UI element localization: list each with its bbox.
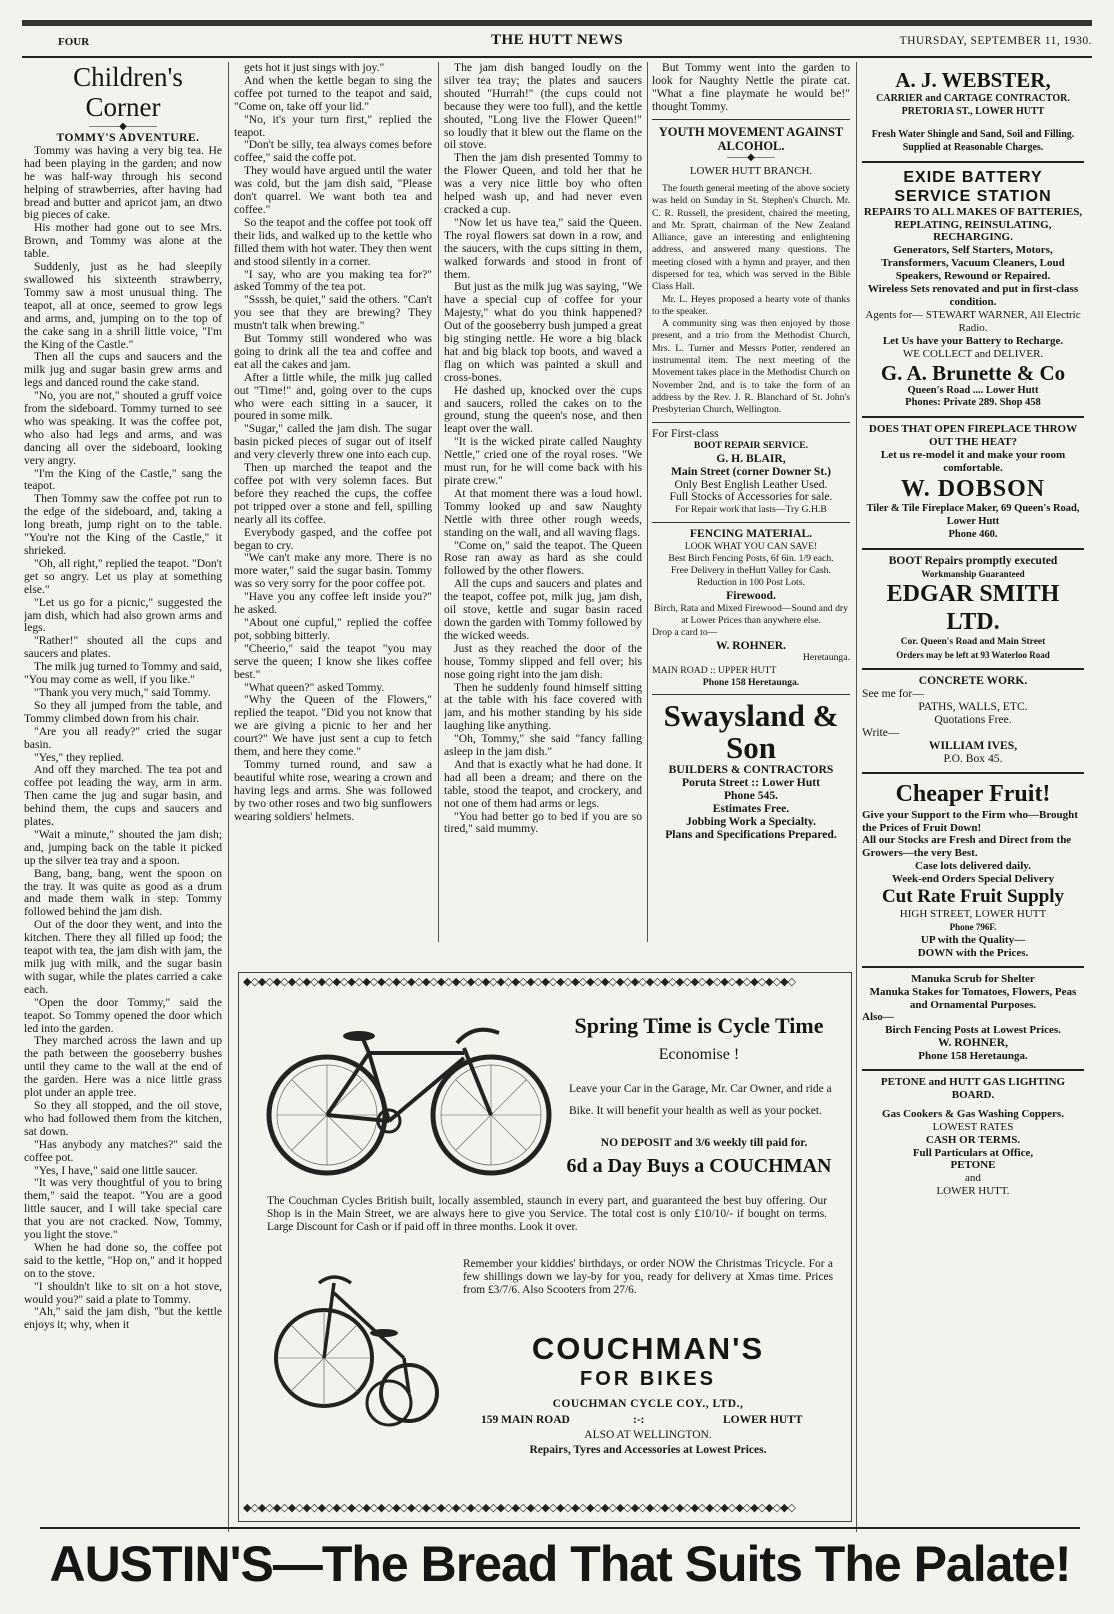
fence-line: Phone 158 Heretaunga. — [702, 677, 800, 689]
story-paragraph: "Wait a minute," shouted the jam dish; and, jumping back on the table it picked up the silver tea tray and a spoon. — [24, 827, 222, 867]
story-paragraph: gets hot it just sings with joy." — [244, 62, 385, 74]
austins-bread-banner: AUSTIN'S—The Bread That Suits The Palate! — [40, 1527, 1080, 1599]
story-body — [24, 145, 222, 1332]
ornament-divider: ——◆—— — [727, 151, 775, 163]
cutrate-line: Phone 796F. — [949, 921, 997, 932]
column-rule — [228, 62, 229, 1532]
column-rule — [856, 62, 857, 1532]
tricycle-illustration — [269, 1263, 449, 1433]
couchman-advertisement — [238, 972, 852, 1522]
divider — [652, 119, 850, 120]
story-paragraph: "Yes," they replied. — [34, 750, 125, 764]
fruit-line: Give your Support to the Firm who—Brought the Prices of Fruit Down! — [862, 808, 1078, 834]
story-paragraph: "What queen?" asked Tommy. — [244, 680, 385, 694]
story-paragraph: Then Tommy saw the coffee pot run to the edge of the sideboard, and, taking a long breath, jump right on to the table. "You're not the King of the Castle," it shrieked. — [24, 492, 222, 557]
exide-line: Let Us have your Battery to Recharge. — [882, 334, 1064, 347]
story-paragraph: Out of the door they went, and into the kitchen. There they all filled up food; the teapot with tea, the jam dish with jam, the milk jug with milk, and the sugar basin with sugar, while the plates carried a cake each. — [24, 918, 222, 996]
story-paragraph: "No, it's your turn first," replied the teapot. — [234, 112, 432, 139]
brunette-line: Phones: Private 289. Shop 458 — [905, 397, 1041, 409]
fence-line: Reduction in 100 Post Lots. — [697, 577, 805, 589]
story-paragraph: Then all the cups and saucers and the milk jug and sugar basin grew arms and legs and danced round the cake stand. — [24, 350, 222, 390]
story-paragraph: The jam dish banged loudly on the silver tea tray; the plates and saucers shouted "Hurrah!" (the cups could not because they were too full), and the kettle shouted, "Long live the Flower Queen!" so loudly that it blew out the flame on the oil stove. — [444, 62, 642, 152]
story-paragraph: "Open the door Tommy," said the teapot. So Tommy opened the door which led into the garden. — [24, 995, 222, 1035]
story-paragraph: And off they marched. The tea pot and coffee pot leading the way, arm in arm. Then came the jug and sugar basin, and behind them, the cups and saucers and plates. — [24, 763, 222, 829]
story-paragraph: "Come on," said the teapot. The Queen Rose ran away as hard as she could followed by the other flowers. — [444, 538, 642, 578]
fruit-line: All our Stocks are Fresh and Direct from the Growers—the very Best. — [862, 834, 1072, 860]
boot-line: For Repair work that lasts—Try G.H.B — [675, 504, 827, 516]
edgar-line: Cor. Queen's Road and Main Street — [900, 637, 1046, 648]
story-paragraph: Then up marched the teapot and the coffee pot with very solemn faces. But before they reached the cups, the coffee pot tripped over a stone and fell, spilling nearly all its coffee. — [234, 461, 432, 526]
story-paragraph: "It was very thoughtful of you to bring them," said the teapot. "You are a good little saucer, and I will take special care that you are not cracked. Now, Tommy, you light the stove." — [24, 1176, 222, 1242]
cutrate-line: HIGH STREET, LOWER HUTT — [899, 908, 1047, 921]
story-column-2 — [234, 62, 432, 940]
gas-line: Full Particulars at Office, — [912, 1146, 1034, 1159]
gas-line: LOWEST RATES — [932, 1120, 1014, 1133]
story-title: TOMMY'S ADVENTURE. — [56, 132, 200, 144]
fruit-ad — [862, 774, 1084, 968]
story-paragraph: "About one cupful," replied the coffee pot, sobbing bitterly. — [234, 615, 432, 642]
story-paragraph: "I say, who are you making tea for?" asked Tommy of the tea pot. — [234, 267, 432, 294]
fence-line: Heretaunga. — [802, 652, 850, 664]
story-paragraph: Bang, bang, bang, went the spoon on the tray. It was quite as good as a drum and made them walk in step. Tommy followed behind the jam dish. — [24, 866, 222, 919]
also-wellington: ALSO AT WELLINGTON. — [584, 1429, 712, 1441]
story-paragraph: So they all stopped, and the oil stove, who had followed them from the kitchen, sat down. — [24, 1098, 222, 1138]
dobson-line: Phone 460. — [948, 528, 998, 540]
swaysland-line: Estimates Free. — [712, 802, 790, 816]
exide-line: Agents for— STEWART WARNER, All Electric Radio. — [865, 308, 1081, 334]
story-paragraph: "Has anybody any matches?" said the coffee pot. — [24, 1137, 222, 1164]
story-paragraph: "Ssssh, be quiet," said the others. "Can't you see that they are brewing? They mustn't talk when brewing." — [234, 293, 432, 333]
paper-title: THE HUTT NEWS — [490, 32, 624, 48]
story-paragraph: They would have argued until the water was cold, but the jam dish said, "Please don't quarrel. We want both tea and coffee." — [234, 164, 432, 216]
fence-title: FENCING MATERIAL. — [689, 526, 813, 540]
boot-line: Only Best English Leather Used. — [674, 477, 828, 491]
masthead — [22, 30, 1092, 58]
story-paragraph: Just as they reached the door of the house, Tommy slipped and fell over; his nose going right into the jam dish. — [444, 641, 642, 681]
story-paragraph: And that is exactly what he had done. It had all been a dream; and there on the table, stood the teapot, and crockery, and not one of them had arms or legs. — [444, 757, 642, 810]
column-rule — [438, 62, 439, 942]
fence-line: MAIN ROAD :: UPPER HUTT — [652, 664, 777, 676]
six-pence-headline: 6d a Day Buys a COUCHMAN — [566, 1155, 832, 1177]
page-label: FOUR — [58, 36, 90, 48]
story-paragraph: Then he suddenly found himself sitting at the table with his face covered with jam, and his mother standing by his side laughing like anything. — [444, 680, 642, 733]
dobson-line: Let us re-model it and make your room comfortable. — [880, 449, 1066, 475]
exide-line: Generators, Self Starters, Motors, Transformers, Vacuum Cleaners, Loud Speakers, Rewound or Repaired. — [881, 244, 1065, 283]
ornament-border-bottom: ◆◇◆◇◆◇◆◇◆◇◆◇◆◇◆◇◆◇◆◇◆◇◆◇◆◇◆◇◆◇◆◇◆◇◆◇◆◇◆◇◆◇◆◇◆◇◆◇◆◇◆◇◆◇◆◇◆◇◆◇◆◇◆◇◆◇◆◇◆◇◆◇◆◇ — [243, 1503, 796, 1514]
story-paragraph: "We can't make any more. There is no more water," said the sugar basin. Tommy was so very sorry for the poor coffee pot. — [234, 551, 432, 591]
story-paragraph: "Cheerio," said the teapot "you may serve the queen; I know she likes coffee best." — [234, 641, 432, 681]
manuka-line: Manuka Scrub for Shelter — [911, 972, 1035, 985]
boot-address: Main Street (corner Downer St.) — [670, 464, 832, 478]
address-separator: :-: — [633, 1414, 645, 1426]
webster-line: PRETORIA ST., LOWER HUTT — [901, 105, 1045, 117]
manuka-line: Also— — [862, 1011, 894, 1024]
story-paragraph: So they all jumped from the table, and Tommy climbed down from his chair. — [24, 698, 222, 725]
divider — [652, 694, 850, 695]
edgar-line: Workmanship Guaranteed — [921, 568, 1025, 579]
concrete-line: PATHS, WALLS, ETC. — [918, 700, 1028, 714]
cutrate-line: DOWN with the Prices. — [917, 946, 1029, 959]
childrens-corner-column — [24, 62, 222, 1542]
news-ads-column — [652, 62, 850, 940]
story-paragraph: "It is the wicked pirate called Naughty Nettle," cried one of the royal roses. "We must run, for he will come back with his pirate crew." — [444, 435, 642, 487]
story-paragraph: "Have you any coffee left inside you?" he asked. — [234, 590, 432, 617]
top-border — [22, 20, 1092, 26]
fruit-line: Week-end Orders Special Delivery — [891, 873, 1055, 886]
concrete-line: See me for— — [862, 687, 924, 701]
story-paragraph: But Tommy still wondered who was going to drink all the tea and coffee and eat all the cakes and jam. — [234, 332, 432, 371]
story-paragraph: His mother had gone out to see Mrs. Brown, and Tommy was alone at the table. — [24, 221, 222, 261]
gas-line: LOWER HUTT. — [936, 1185, 1010, 1198]
story-end: But Tommy went into the garden to look for Naughty Nettle the pirate cat. "What a fine playmate he would be!" thought Tommy. — [652, 62, 850, 113]
story-paragraph: And when the kettle began to sing the coffee pot turned to the teapot and said, "Come on, take off your lid." — [234, 73, 432, 113]
swaysland-line: Jobbing Work a Specialty. — [686, 815, 816, 828]
gas-line: CASH OR TERMS. — [925, 1133, 1021, 1146]
swaysland-line: Phone 545. — [723, 789, 779, 803]
boot-name: G. H. BLAIR, — [716, 451, 786, 465]
story-paragraph: "Sugar," called the jam dish. The sugar basin picked pieces of sugar out of itself and very cleverly threw one into each cup. — [234, 422, 432, 462]
story-paragraph: But just as the milk jug was saying, "We have a special cup of coffee for your Majesty," what do you think happened? Out of the gooseberry bush jumped a great big stinging nettle. He wore a big black hat and big black top boots, and waved a flag on which was painted a skull and cross-bones. — [444, 280, 642, 384]
boot-service: BOOT REPAIR SERVICE. — [693, 440, 809, 452]
webster-line: Fresh Water Shingle and Sand, Soil and Filling. — [871, 128, 1075, 140]
dobson-ad — [862, 418, 1084, 549]
youth-paragraph: Mr. L. Heyes proposed a hearty vote of thanks to the speaker. — [652, 293, 850, 317]
story-paragraph: Then the jam dish presented Tommy to the Flower Queen, and told her that he was a very nice little boy who often helped wash up, and had never even cracked a cup. — [444, 151, 642, 216]
story-paragraph: "You had better go to bed if you are so tired," said mummy. — [444, 809, 642, 836]
webster-line: CARRIER and CARTAGE CONTRACTOR. — [876, 93, 1070, 104]
cutrate-name: Cut Rate Fruit Supply — [881, 886, 1065, 908]
leave-car-text: Leave your Car in the Garage, Mr. Car Owner, and ride a Bike. It will benefit your health as well as your pocket. — [569, 1083, 832, 1117]
couchman-paragraph: The Couchman Cycles British built, locally assembled, staunch in every part, and guaranteed the best buy offering. Our Shop is in the Main Street, we are always here to give you Service. The total cost is only £10/10/- if bought on terms. Large Discount for Cash or if paid off in three months. Look it over. — [267, 1195, 827, 1233]
concrete-line: P.O. Box 45. — [943, 751, 1003, 765]
for-bikes-text: FOR BIKES — [580, 1368, 716, 1390]
webster-line: Supplied at Reasonable Charges. — [902, 141, 1044, 153]
story-paragraph: "Yes, I have," said one little saucer. — [34, 1163, 198, 1177]
manuka-line: Phone 158 Heretaunga. — [918, 1050, 1028, 1063]
youth-branch: LOWER HUTT BRANCH. — [689, 164, 813, 177]
edgar-line: Orders may be left at 93 Waterloo Road — [896, 650, 1050, 661]
exide-line: Wireless Sets renovated and put in first-class condition. — [867, 283, 1079, 308]
story-paragraph: "No, you are not," shouted a gruff voice from the sideboard. Tommy turned to see who was speaking. It was the coffee pot, who also had legs and arms, and was dancing all over the sideboard, looking very angry. — [24, 389, 222, 467]
manuka-name: W. ROHNER, — [937, 1036, 1009, 1050]
story-paragraph: Tommy was having a very big tea. He had been playing in the garden; and now he was half-way through his second helping of strawberries, after having had bread and butter and apricot jam, an dtwo big pieces of cake. — [24, 143, 222, 222]
story-paragraph: Suddenly, just as he had sleepily swallowed his sixteenth strawberry, Tommy saw a most unusual thing. The teapot, all at once, seemed to grow legs and arms, and, jumping on to the top of the cake sang in a shrill little voice, "I'm the King of the Castle." — [24, 260, 222, 351]
story-paragraph: "Why the Queen of the Flowers," replied the teapot. "Did you not know that we are giving a picnic to her and her court?" We have just sent a cup to fetch them, and here they come." — [234, 693, 432, 759]
story-paragraph: So the teapot and the coffee pot took off their lids, and walked up to the kettle who filled them with hot water. They then went and stood silently in a corner. — [234, 215, 432, 268]
boot-intro: For First-class — [652, 426, 719, 440]
boot-line: Full Stocks of Accessories for sale. — [669, 490, 833, 504]
edgar-smith-ad — [862, 550, 1084, 671]
fence-line: Drop a card to— — [652, 627, 718, 639]
exide-line: REPAIRS TO ALL MAKES OF BATTERIES, REPLATING, REINSULATING, RECHARGING. — [863, 205, 1083, 244]
gas-line: PETONE — [950, 1159, 996, 1172]
gas-board-ad — [862, 1071, 1084, 1204]
story-paragraph: Tommy turned round, and saw a beautiful white rose, wearing a crown and having legs and arms. She was followed by two other roses and two big sunflowers wearing soldiers' helmets. — [234, 757, 432, 823]
economise-text: Economise ! — [658, 1046, 740, 1063]
story-paragraph: "Oh, all right," replied the teapot. "Don't get so angry. Let us play at something else." — [24, 556, 222, 596]
gas-line: PETONE and HUTT GAS LIGHTING BOARD. — [880, 1076, 1066, 1101]
exide-title: EXIDE BATTERY — [903, 168, 1043, 186]
gas-line: and — [965, 1172, 981, 1185]
story-paragraph: "Thank you very much," said Tommy. — [34, 685, 211, 699]
story-paragraph: He dashed up, knocked over the cups and saucers, rolled the cakes on to the ground, stung the queen's nose, and then leapt over the wall. — [444, 383, 642, 436]
fence-line: Best Birch Fencing Posts, 6f 6in. 1/9 each. — [668, 552, 834, 564]
ornament-border-top: ◆◇◆◇◆◇◆◇◆◇◆◇◆◇◆◇◆◇◆◇◆◇◆◇◆◇◆◇◆◇◆◇◆◇◆◇◆◇◆◇◆◇◆◇◆◇◆◇◆◇◆◇◆◇◆◇◆◇◆◇◆◇◆◇◆◇◆◇◆◇◆◇◆◇ — [243, 977, 796, 988]
concrete-line: Write— — [862, 725, 900, 739]
story-paragraph: "Rather!" shouted all the cups and saucers and plates. — [24, 634, 222, 661]
story-paragraph: "I shouldn't like to sit on a hot stove, would you?" said a plate to Tommy. — [24, 1279, 222, 1306]
story-body-2 — [234, 62, 432, 823]
cutrate-line: UP with the Quality— — [920, 933, 1026, 946]
dobson-line: Tiler & Tile Fireplace Maker, 69 Queen's Road, Lower Hutt — [866, 502, 1080, 527]
exide-ad — [862, 163, 1084, 419]
manuka-line: Manuka Stakes for Tomatoes, Flowers, Peas and Ornamental Purposes. — [869, 985, 1077, 1011]
youth-paragraph: A community sing was then enjoyed by those present, and a trio from the Methodist Church, Mrs. L. Turner and Messrs Potter, rendered an instrumental item. The next meeting of the Movement takes place in the Methodist Church on November 2nd, and is to take the form of an address by the Rev. J. R. Blanchard of St. John's Presbyterian Church, Wellington. — [652, 318, 850, 416]
story-paragraph: "I'm the King of the Castle," sang the teapot. — [24, 466, 222, 493]
exide-title-2: SERVICE STATION — [894, 187, 1052, 205]
brunette-name: G. A. Brunette & Co — [880, 360, 1066, 385]
fence-line: Firewood. — [726, 588, 776, 602]
dobson-line: DOES THAT OPEN FIREPLACE THROW OUT THE HEAT? — [868, 423, 1078, 449]
swaysland-name: Swaysland & Son — [663, 698, 839, 766]
fence-name: W. ROHNER. — [715, 638, 787, 652]
address-street: 159 MAIN ROAD — [481, 1414, 570, 1426]
gas-line: Gas Cookers & Gas Washing Coppers. — [882, 1107, 1064, 1120]
story-paragraph: The milk jug turned to Tommy and said, "You may come as well, if you like." — [24, 660, 222, 687]
concrete-title: CONCRETE WORK. — [918, 675, 1028, 688]
story-column-3 — [444, 62, 642, 940]
youth-paragraph: The fourth general meeting of the above society was held on Sunday in St. Stephen's Church. Mr. C. R. Russell, the president, chaired the meeting, and Mr. Spratt, chairman of the New Zealand Alliance, gave an interesting and enlightening address, and answered many questions. The meeting closed with a hymn and prayer, and then dispersed for tea, which was served in the Bible Class Hall. — [652, 182, 850, 293]
webster-ad — [862, 62, 1084, 163]
story-paragraph: "Let us go for a picnic," suggested the jam dish, which had also grown arms and legs. — [24, 595, 222, 635]
no-deposit-text: NO DEPOSIT and 3/6 weekly till paid for. — [600, 1137, 808, 1149]
fence-line: Birch, Rata and Mixed Firewood—Sound and dry at Lower Prices than anywhere else. — [654, 602, 848, 626]
childrens-corner-title: Children's Corner — [73, 62, 183, 122]
concrete-ad — [862, 670, 1084, 773]
webster-name: A. J. WEBSTER, — [895, 68, 1051, 92]
swaysland-line: Plans and Specifications Prepared. — [665, 827, 837, 841]
fence-line: Free Delivery in theHutt Valley for Cash. — [671, 565, 831, 577]
swaysland-line: BUILDERS & CONTRACTORS — [668, 763, 834, 777]
fence-line: LOOK WHAT YOU CAN SAVE! — [684, 540, 818, 552]
story-paragraph: Everybody gasped, and the coffee pot began to cry. — [234, 525, 432, 552]
tricycle-paragraph: Remember your kiddies' birthdays, or order NOW the Christmas Tricycle. For a few shillings down we lay-by for you, ready for delivery at Xmas time. Prices from £3/7/6. Also Scooters from 27/6. — [463, 1258, 833, 1296]
story-paragraph: After a little while, the milk jug called out "Time!" and, going over to the cups who were each sitting in a saucer, it poured in some milk. — [234, 370, 432, 423]
story-paragraph: "Now let us have tea," said the Queen. The royal flowers sat down in a row, and the saucers, with the cups sitting in them, walked forwards and stood in front of them. — [444, 215, 642, 281]
story-body-3 — [444, 62, 642, 836]
company-name: COUCHMAN CYCLE COY., LTD., — [552, 1398, 744, 1410]
concrete-line: Quotations Free. — [934, 713, 1012, 726]
advertisements-column — [862, 62, 1084, 1542]
story-paragraph: "Ah," said the jam dish, "but the kettle enjoys it; why, when it — [24, 1305, 222, 1332]
divider — [652, 422, 850, 423]
story-paragraph: At that moment there was a loud howl. Tommy looked up and saw Naughty Nettle with three other rough weeds, standing on the wall, and all waving flags. — [444, 486, 642, 539]
story-paragraph: "Don't be silly, tea always comes before coffee," said the coffe pot. — [234, 138, 432, 165]
swaysland-line: Poruta Street :: Lower Hutt — [681, 776, 820, 790]
exide-line: WE COLLECT and DELIVER. — [902, 347, 1044, 360]
edgar-line: BOOT Repairs promptly executed — [888, 554, 1058, 567]
address-town: LOWER HUTT — [723, 1414, 803, 1426]
edgar-name: EDGAR SMITH LTD. — [886, 581, 1060, 636]
manuka-ad — [862, 968, 1084, 1071]
bicycle-illustration — [259, 1003, 559, 1183]
story-paragraph: "Oh, Tommy," she said "fancy falling asleep in the jam dish." — [444, 732, 642, 759]
story-paragraph: All the cups and saucers and plates and the teapot, coffee pot, milk jug, jam dish, oil stove, kettle and sugar basin raced down the garden with Tommy followed by the wicked weeds. — [444, 577, 642, 642]
story-paragraph: When he had done so, the coffee pot said to the kettle, "Hop on," and it hopped on to the stove. — [24, 1240, 222, 1280]
manuka-line: Birch Fencing Posts at Lowest Prices. — [885, 1024, 1061, 1037]
column-rule — [647, 62, 648, 942]
divider — [652, 522, 850, 523]
concrete-name: WILLIAM IVES, — [928, 738, 1018, 752]
issue-date: THURSDAY, SEPTEMBER 11, 1930. — [899, 35, 1092, 47]
dobson-name: W. DOBSON — [900, 475, 1046, 502]
fruit-line: Case lots delivered daily. — [915, 860, 1031, 873]
brunette-line: Queen's Road .... Lower Hutt — [907, 384, 1039, 396]
spring-headline: Spring Time is Cycle Time — [574, 1013, 824, 1038]
youth-title: YOUTH MOVEMENT AGAINST ALCOHOL. — [658, 124, 844, 153]
fruit-title: Cheaper Fruit! — [895, 780, 1051, 807]
story-paragraph: "Are you all ready?" cried the sugar basin. — [24, 724, 222, 751]
story-paragraph: They marched across the lawn and up the path between the gooseberry bushes until they came to the wall at the end of the garden. Here was a nice little grass plot under an apple tree. — [24, 1034, 222, 1100]
ornament-divider: ———◆——— — [89, 121, 157, 132]
couchman-brand: COUCHMAN'S — [531, 1331, 765, 1366]
repairs-line: Repairs, Tyres and Accessories at Lowest Prices. — [529, 1444, 767, 1456]
